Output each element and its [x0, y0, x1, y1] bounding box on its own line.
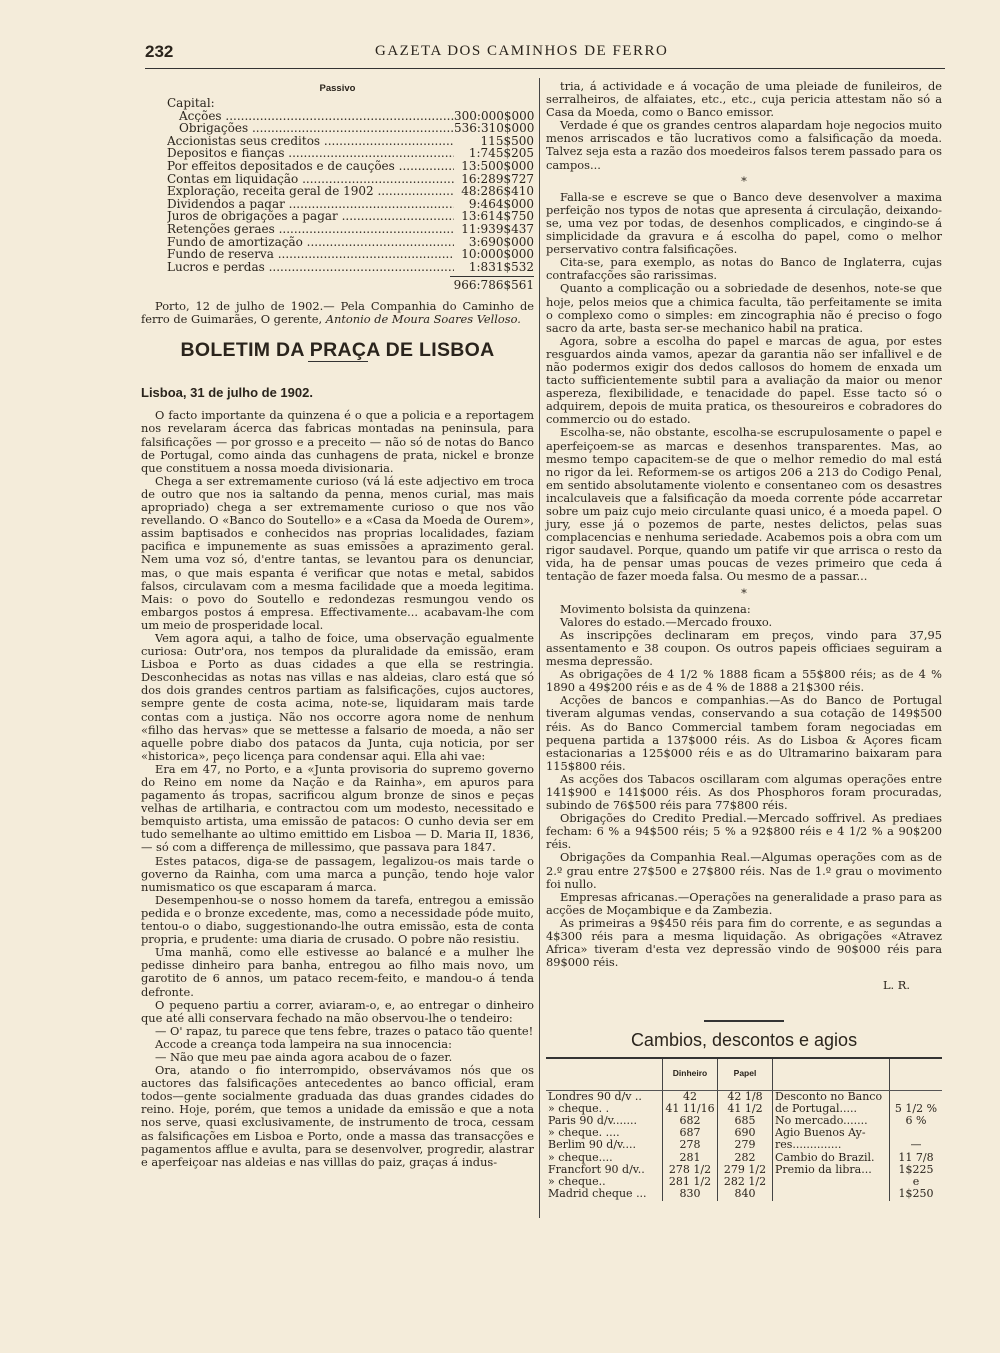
cambios-cell-dinheiro: 830: [663, 1188, 718, 1200]
article-paragraph: Uma manhã, como elle estivesse ao balancé e a mulher lhe pedisse dinheiro para banha, entregou ao filho mais novo, um garotito de 6 annos, um pataco recem-feito, e mandou-o á tenda defronte.: [141, 945, 534, 999]
passivo-row-label: Dividendos a pagar .....: [167, 198, 454, 211]
article-paragraph: Verdade é que os grandes centros alapardam hoje negocios muito menos arriscados e tão lucrativos como a falsificação da moeda. Talvez seja esta a razão dos moedeiros falsos terem passado para os campos...: [546, 118, 942, 172]
passivo-row-label: Por effeitos depositados e de cauções .....: [167, 160, 454, 173]
passivo-heading: Passivo: [319, 83, 356, 94]
cambios-header-row: [546, 1059, 942, 1090]
cambios-cell-dinheiro: 41 11/16: [663, 1103, 718, 1115]
header-label: [773, 1059, 890, 1090]
cambios-cell-place: » cheque....: [548, 1150, 613, 1164]
right-column: [546, 80, 942, 1201]
article-paragraph: Ora, atando o fio interrompido, observávamos nós que os auctores das falsificações antecedentes ao banco official, eram todos—gente socialmente graduada das duas grandes cidades do reino. Hoje, porém, que temos a unidade da emissão e que a nota nos serve, quasi exclusivamente, de instrumento de troca, cessam as falsificações em Lisboa e Porto, onde a massa das transacções e pagamentos afflue e avulta, para se desenvolver, progredir, alastrar e aperfeiçoar nas aldeias e nas villlas do paiz, graças á indus-: [141, 1063, 534, 1169]
boletim-title: BOLETIM DA PRAÇA DE LISBOA: [180, 339, 495, 362]
cambios-cell-papel: 282 1/2: [718, 1176, 773, 1188]
passivo-row: [167, 185, 534, 198]
cambios-cell-place: Londres 90 d/v ..: [548, 1089, 642, 1103]
cambios-cell-place: Berlim 90 d/v....: [548, 1138, 636, 1152]
article-paragraph: O pequeno partiu a correr, aviaram-o, e, ao entregar o dinheiro que até alli conservara fechado na mão observou-lhe o tendeiro:: [141, 997, 534, 1025]
article-paragraph: As acções dos Tabacos oscillaram com algumas operações entre 141$900 e 141$000 réis. As dos Phosphoros foram procuradas, subindo de 76$500 réis para 77$800 réis.: [546, 771, 942, 813]
cambios-cell-papel: 42 1/8: [718, 1090, 773, 1103]
cambios-body: [546, 1090, 942, 1200]
header-papel: Papel: [718, 1059, 773, 1090]
article-paragraph: — O' rapaz, tu parece que tens febre, trazes o pataco tão quente!: [155, 1023, 534, 1038]
passivo-row: [167, 160, 534, 173]
header-dinheiro: Dinheiro: [663, 1059, 718, 1090]
header-rule: [145, 68, 945, 69]
article-signature: L. R.: [882, 978, 910, 993]
article-paragraph: Desempenhou-se o nosso homem da tarefa, entregou a emissão pedida e o bronze excedente, mas, como a necessidade póde muito, tentou-o o diabo, suggestionando-lhe outra emissão, esta de conta propria, e prudente: uma diaria de crusado. O pobre não resistiu.: [141, 892, 534, 947]
title-rule: [308, 361, 368, 362]
cambios-cell-place: Paris 90 d/v.......: [548, 1114, 638, 1128]
cambios-cell-papel: 282: [718, 1152, 773, 1164]
article-paragraph: Era em 47, no Porto, e a «Junta provisoria do supremo governo do Reino em nome da Nação e da Rainha», em apuros para pagamento ás tropas, sacrificou algum bronze de sinos e peças velhas de artilharia, e contractou com um modesto, necessitado e bemquisto artista, uma emissão de patacos: O cunho devia ser em tudo semelhante ao ultimo emittido em Lisboa — D. Maria II, 1836, — só com a differença de millessimo, que passava para 1847.: [141, 761, 534, 855]
passivo-row-value: 3:690$000: [468, 234, 534, 249]
cambios-cell-val: 11 7/8: [890, 1152, 943, 1164]
cambios-table: [546, 1059, 942, 1200]
passivo-row-value: 115$500: [480, 133, 534, 148]
capital-label-row: [141, 97, 534, 110]
article-paragraph: Accode a creança toda lampeira na sua innocencia:: [155, 1036, 452, 1051]
passivo-row-value: 16:289$727: [461, 171, 534, 186]
article-paragraph: Obrigações da Companhia Real.—Algumas operações com as de 2.º grau entre 27$500 e 27$800 réis. Nas de 1.º grau o movimento foi nullo.: [546, 850, 942, 891]
page-header: [145, 40, 945, 68]
cambios-cell-label: No mercado.......: [773, 1115, 890, 1127]
right-article-part-b: [546, 191, 942, 584]
cambios-cell-val: —: [890, 1139, 943, 1151]
article-paragraph: Agora, sobre a escolha do papel e marcas de agua, por estes resguardos ainda vamos, apezar da garantia não ser infallivel e de não podermos exigir dos dedos callosos do homem de enxada um tacto sufficientemente subtil para a avaliação da maior ou menor aspereza, flexibilidade, e tenacidade do papel. Esse tacto só o adquirem, depois de muita pratica, os thesoureiros e cobradores do commercio ou do estado.: [546, 333, 942, 427]
cambios-cell-val: [890, 1090, 943, 1103]
passivo-row-label: Obrigações .....: [167, 122, 454, 135]
article-paragraph: Cita-se, para exemplo, as notas do Banco de Inglaterra, cujas contrafacções são rarissimas.: [546, 255, 942, 283]
cambios-cell-dinheiro: 281 1/2: [663, 1176, 718, 1188]
article-paragraph: Valores do estado.—Mercado frouxo.: [560, 614, 773, 629]
cambios-cell-papel: 41 1/2: [718, 1103, 773, 1115]
cambios-cell-place: » cheque..: [548, 1175, 606, 1189]
cambios-cell-dinheiro: 42: [663, 1090, 718, 1103]
passivo-row-label: Juros de obrigações a pagar .....: [167, 210, 454, 223]
cambios-cell-place: Madrid cheque ...: [548, 1187, 647, 1201]
article-paragraph: Acções de bancos e companhias.—As do Banco de Portugal tiveram algumas vendas, conservando a sua cotação de 149$500 réis. As do Banco Commercial tambem foram negociadas em pequena partida a 137$000 réis. As do Lisboa & Açores ficam estacionarias a 125$000 réis e as do Ultramarino baixaram para 115$800 réis.: [546, 693, 942, 773]
cambios-cell-dinheiro: 281: [663, 1152, 718, 1164]
cambios-cell-label: Premio da libra...: [773, 1164, 890, 1176]
separator-star-2: *: [741, 585, 747, 600]
article-paragraph: As inscripções declinaram em preços, vindo para 37,95 assentamento e 38 coupon. Os outros papeis officiaes seguiram a mesma depressão.: [546, 627, 942, 669]
separator-star: *: [741, 173, 747, 188]
article-paragraph: — Não que meu pae ainda agora acabou de o fazer.: [155, 1049, 453, 1064]
cambios-cell-label: de Portugal.....: [773, 1103, 890, 1115]
cambios-title: Cambios, descontos e agios: [630, 1030, 858, 1051]
passivo-row-value: 48:286$410: [461, 184, 534, 199]
passivo-row: [167, 223, 534, 236]
cambios-cell-place: » cheque. ....: [548, 1126, 620, 1140]
cambios-cell-val: 6 %: [890, 1115, 943, 1127]
page-number: 232: [145, 42, 174, 61]
article-paragraph: Estes patacos, diga-se de passagem, legalizou-os mais tarde o governo da Rainha, com uma marca a punção, tendo hoje valor numismatico os que escaparam á marca.: [141, 853, 534, 894]
left-article-body: [141, 409, 534, 1168]
dateline: Lisboa, 31 de julho de 1902.: [141, 385, 313, 401]
header-place: [546, 1059, 663, 1090]
cambios-cell-papel: 685: [718, 1115, 773, 1127]
passivo-total-row: [141, 273, 534, 292]
passivo-row-value: 1:831$532: [468, 259, 534, 274]
passivo-row-value: 13:500$000: [461, 159, 534, 174]
cambios-cell-papel: 279: [718, 1139, 773, 1151]
cambios-cell-papel: 690: [718, 1127, 773, 1139]
signature-name: Antonio de Moura Soares Velloso.: [325, 312, 521, 327]
cambios-row: [546, 1188, 942, 1200]
column-divider: [539, 78, 540, 1218]
cambios-cell-label: Cambio do Brazil.: [773, 1152, 890, 1164]
passivo-row-label: Contas em liquidação .....: [167, 173, 454, 186]
article-paragraph: Quanto a complicação ou a sobriedade de desenhos, note-se que hoje, pelos meios que a chimica faculta, tão perfeitamente se imita o complexo como o simples: em zincographia não é preciso o fogo sacro da arte, basta ser-se mechanico habil na pratica.: [546, 281, 942, 335]
passivo-row-value: 300:000$000: [454, 108, 535, 123]
cambios-cell-label: Agio Buenos Ay-: [773, 1127, 890, 1139]
cambios-cell-place: Francfort 90 d/v..: [548, 1162, 645, 1176]
passivo-table: [141, 110, 534, 274]
cambios-row: [546, 1139, 942, 1151]
article-paragraph: As obrigações de 4 1/2 % 1888 ficam a 55$800 réis; as de 4 % 1890 a 49$200 réis e as de 4 % de 1888 a 21$300 réis.: [546, 667, 942, 695]
article-paragraph: O facto importante da quinzena é o que a policia e a reportagem nos revelaram ácerca das fabricas montadas na peninsula, para falsificações — por grosso e a preceito — não só de notas do Banco de Portugal, como ainda das cunhagens de prata, nickel e bronze que constituem a nossa moeda divisionaria.: [141, 408, 534, 475]
cambios-row: [546, 1090, 942, 1103]
passivo-row-value: 9:464$000: [468, 196, 534, 211]
article-paragraph: Obrigações do Credito Predial.—Mercado soffrivel. As prediaes fecham: 6 % a 94$500 réis; 5 % a 92$800 réis e 4 1/2 % a 90$200 réis.: [546, 811, 942, 852]
passivo-row-label: Fundo de amortização .....: [167, 236, 454, 249]
passivo-row-value: 10:000$000: [461, 247, 534, 262]
article-paragraph: Empresas africanas.—Operações na generalidade a praso para as acções de Moçambique e da Zambezia.: [546, 889, 942, 917]
cambios-cell-val: 1$250: [890, 1188, 943, 1200]
passivo-row-value: 536:310$000: [454, 121, 535, 136]
right-article-part-c: [546, 603, 942, 970]
signature-block: [141, 300, 534, 326]
passivo-row-label: Exploração, receita geral de 1902 .....: [167, 185, 454, 198]
journal-title: GAZETA DOS CAMINHOS DE FERRO: [375, 43, 669, 59]
cambios-cell-val: 1$225: [890, 1164, 943, 1176]
cambios-cell-label: [773, 1176, 890, 1188]
cambios-cell-dinheiro: 687: [663, 1127, 718, 1139]
passivo-row-value: 11:939$437: [461, 222, 534, 237]
cambios-cell-label: res..............: [773, 1139, 890, 1151]
capital-label: Capital:: [167, 96, 215, 111]
cambios-cell-place: » cheque. .: [548, 1101, 610, 1115]
passivo-row-label: Acções .....: [167, 110, 454, 123]
article-paragraph: Falla-se e escreve se que o Banco deve desenvolver a maxima perfeição nos typos de notas que apresenta á circulação, deixando-se, uma vez por todas, de desenhos complicados, e cingindo-se á simplicidade da gravura e á escolha do papel, como o melhor perservativo contra falsificações.: [546, 189, 942, 257]
article-paragraph: As primeiras a 9$450 réis para fim do corrente, e as segundas a 4$300 réis para a mesma liquidação. As obrigações «Atravez Africa» tiveram d'esta vez depressão vindo de 90$000 réis para 89$000 réis.: [546, 915, 942, 970]
cambios-cell-papel: 279 1/2: [718, 1164, 773, 1176]
passivo-row: [167, 261, 534, 274]
passivo-row: [167, 248, 534, 261]
signature-plain: Porto, 12 de julho de 1902.— Pela Companhia do Caminho de ferro de Guimarães, O gerente,: [141, 299, 534, 327]
passivo-row: [167, 122, 534, 135]
passivo-row-label: Accionistas seus creditos .....: [167, 135, 454, 148]
passivo-row-label: Depositos e fianças .....: [167, 147, 454, 160]
cambios-cell-dinheiro: 682: [663, 1115, 718, 1127]
passivo-row-label: Lucros e perdas .....: [167, 261, 454, 274]
passivo-row-value: 13:614$750: [461, 209, 534, 224]
cambios-cell-label: [773, 1188, 890, 1200]
cambios-cell-dinheiro: 278 1/2: [663, 1164, 718, 1176]
cambios-cell-dinheiro: 278: [663, 1139, 718, 1151]
right-article-part-a: [546, 80, 942, 172]
header-val: [890, 1059, 943, 1090]
left-column: [141, 80, 534, 1169]
cambios-cell-val: 5 1/2 %: [890, 1103, 943, 1115]
article-paragraph: Vem agora aqui, a talho de foice, uma observação egualmente curiosa: Outr'ora, nos tempos da pluralidade da emissão, eram Lisboa e Porto as duas cidades a que ella se restringia. Desconhecidas as notas nas villas e nas aldeias, claro está que só dos dois grandes centros partiam as falsificações, cujos auctores, sempre gente de costa acima, note-se, liquidaram mais tarde contas com a justiça. Não nos occorre agora nome de nenhum «filho das hervas» que se mettesse a falsario de moeda, a não ser aquelle pobre diabo dos patacos da Junta, cuja noticia, por ser «historica», peço licença para condensar aqui. Ella ahi vae:: [141, 630, 534, 763]
passivo-row-value: 1:745$205: [468, 146, 534, 161]
passivo-row-label: Fundo de reserva .....: [167, 248, 454, 261]
section-separator: [704, 1020, 784, 1022]
article-paragraph: tria, á actividade e á vocação de uma pleiade de funileiros, de serralheiros, de alfaiates, etc., etc., cuja pericia attestam não só a Casa da Moeda, como o Banco emissor.: [546, 79, 942, 120]
cambios-cell-label: Desconto no Banco: [773, 1090, 890, 1103]
article-paragraph: Chega a ser extremamente curioso (vá lá este adjectivo em troca de outro que nos ia saltando da penna, menos curial, mas mais apropriado) chega a ser extremamente curioso o que nos vão revellando. O «Banco do Soutello» e a «Casa da Moeda de Ourem», assim baptisados e conhecidos nas proprias localidades, faziam pacifica e impunemente as suas emissões a aprazimento geral. Nem uma voz só, d'entre tantas, se levantou para os denunciar, mas, o que mais espanta é verificar que notas e metal, sabidos falsos, circulavam com a mesma facilidade que a moeda legitima. Mais: o povo do Soutello e redondezas resmungou vendo os embargos postos á empresa. Effectivamente... acabavam-lhe com um meio de prosperidade local.: [141, 473, 534, 632]
cambios-cell-val: e: [890, 1176, 943, 1188]
cambios-cell-papel: 840: [718, 1188, 773, 1200]
passivo-row-label: Retenções geraes .....: [167, 223, 454, 236]
article-paragraph: Movimento bolsista da quinzena:: [560, 601, 751, 616]
passivo-total: 966:786$561: [450, 276, 534, 292]
article-paragraph: Escolha-se, não obstante, escolha-se escrupulosamente o papel e aperfeiçoem-se as marcas e desenhos transparentes. Mas, ao mesmo tempo capacitem-se de que o melhor remedio do mal está no rigor da lei. Reformem-se os artigos 206 a 213 do Codigo Penal, em sentido absolutamente violento e consentaneo com os desastres incalculaveis que a falsificação da moeda corrente póde accarretar sobre um paiz cujo meio circulante quasi unico, é a moeda papel. O jury, esse já o pozemos de parte, nestes delictos, pelas suas complacencias e nenhuma seriedade. Acabemos pois a obra com um rigor saudavel. Porque, quando um patife vir que arrisca o resto da vida, ha de pensar umas poucas de vezes primeiro que ceda á tentação de fazer moeda falsa. Ou mesmo de a passar...: [546, 425, 942, 584]
